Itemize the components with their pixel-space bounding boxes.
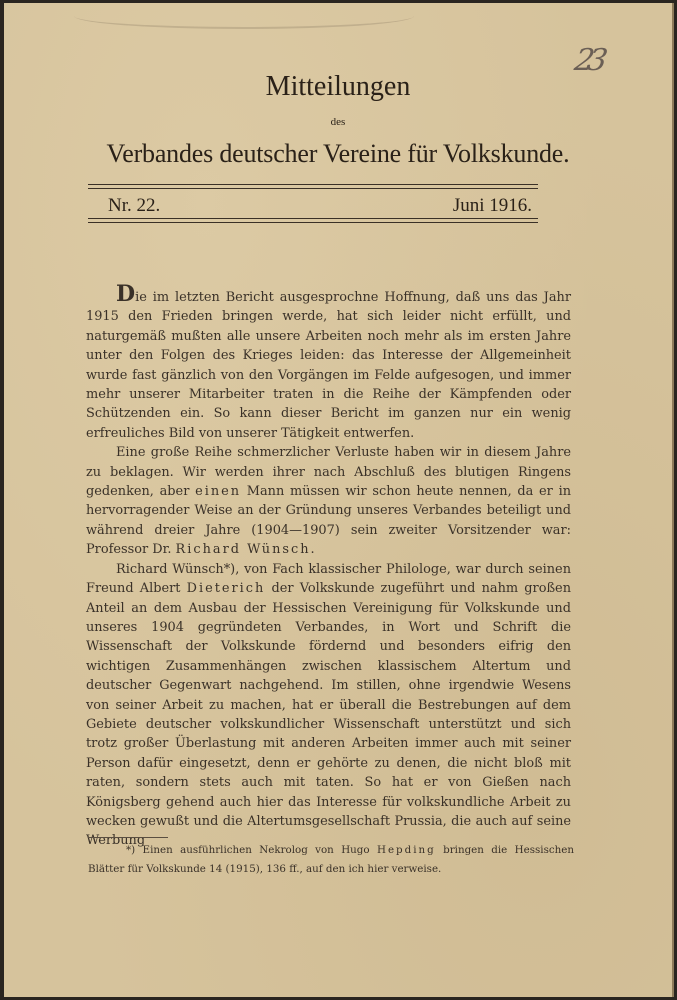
journal-subtitle: Verbandes deutscher Vereine für Volkskunde.: [106, 139, 570, 168]
paragraph-2-text-b: Mann müssen wir schon heute nennen, da er in hervorragender Weise an der Gründung unseres Verbandes beteiligt und während dreier Jahre (1904—1907) sein zweiter Vorsitzender war: Professor Dr.: [86, 484, 571, 558]
person-name-hepding: Hepding: [376, 844, 436, 856]
document-page: [4, 3, 674, 997]
header-rule-bottom-2: [88, 222, 538, 223]
paragraph-1-text: ie im letzten Bericht ausgesprochne Hoffnung, daß uns das Jahr 1915 den Frieden bringen werde, hat sich leider nicht erfüllt, und naturgemäß mußten alle unsere Arbeiten noch mehr als im ersten Jahre unter den Folgen des Krieges leiden: das Interesse der Allgemeinheit wurde fast gänzlich von den Vorgängen im Felde aufgesogen, und immer mehr unserer Mitarbeiter traten in die Reihe der Kämpfenden oder Schützenden ein. So kann dieser Bericht im ganzen nur ein wenig erfreuliches Bild von unserer Tätigkeit entwerfen.: [86, 290, 571, 441]
paragraph-2-text-a: Eine große Reihe schmerzlicher Verluste haben wir in diesem Jahre zu beklagen. Wir werden ihrer nach Abschluß des blutigen Ringens gedenken, aber: [86, 445, 571, 500]
paper-smudge: [74, 3, 414, 29]
drop-cap: D: [116, 281, 136, 307]
paragraph-3: [86, 560, 571, 851]
journal-title-connector: des: [330, 116, 346, 128]
person-name-dieterich: Dieterich: [186, 581, 266, 597]
article-body: [86, 281, 571, 851]
footnote: [88, 841, 574, 879]
issue-number: Nr. 22.: [108, 195, 161, 216]
paragraph-2: [86, 443, 571, 559]
person-name-wuensch: Richard Wünsch: [175, 542, 311, 558]
header-rule-top-1: [88, 184, 538, 185]
header-rule-bottom-1: [88, 218, 538, 219]
emphasis-einen: einen: [195, 484, 242, 500]
footnote-text-b: bringen die Hessischen Blätter für Volkskunde 14 (1915), 136 ff., auf den ich hier verweise.: [88, 844, 574, 875]
paragraph-3-text-a: Richard Wünsch*), von Fach klassischer Philologe, war durch seinen Freund Albert: [86, 561, 571, 597]
paragraph-3-text-b: der Volkskunde zugeführt und nahm großen Anteil an dem Ausbau der Hessischen Vereinigung für Volkskunde und unseres 1904 gegründeten Verbandes, in Wort und Schrift die Wissenschaft der Volkskunde fördernd und besonders eifrig den wichtigen Zusammenhängen zwischen klassischem Altertum und deutscher Gegenwart nachgehend. Im stillen, ohne irgendwie Wesens von seiner Arbeit zu machen, hat er überall die Bestrebungen auf dem Gebiete deutscher volkskundlicher Wissenschaft unterstützt und sich trotz großer Überlastung mit anderen Arbeiten immer auch mit seiner Person dafür eingesetzt, denn er gehörte zu denen, die nicht bloß mit raten, sondern stets auch mit taten. So hat er von Gießen nach Königsberg gehend auch hier das Interesse für volkskundliche Arbeit zu wecken gewußt und die Altertumsgesellschaft Prussia, die auch auf seine Werbung: [86, 581, 571, 849]
paragraph-2-end: .: [310, 542, 315, 558]
footnote-rule: [88, 837, 168, 838]
handwritten-page-number: 23: [571, 43, 605, 78]
footnote-text-a: *) Einen ausführlichen Nekrolog von Hugo: [126, 844, 377, 856]
paragraph-1: [86, 281, 571, 443]
journal-title: Mitteilungen: [265, 71, 411, 102]
header-rule-top-2: [88, 188, 538, 189]
issue-date: Juni 1916.: [452, 195, 532, 216]
